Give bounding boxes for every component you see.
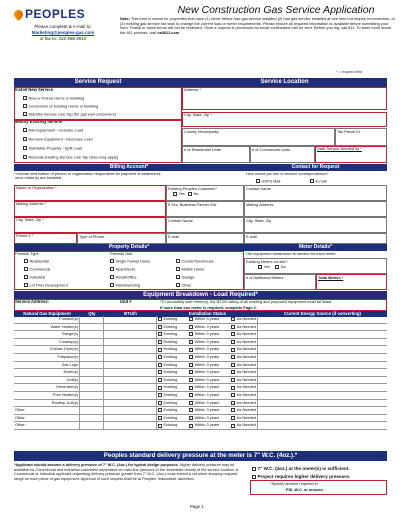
modify-option[interactable]: Remove Equipment - Decrease Load — [23, 137, 93, 142]
equipment-name: Other: — [14, 407, 80, 414]
status-needed[interactable]: As Needed — [231, 363, 256, 367]
btu-input[interactable] — [104, 384, 157, 391]
table-row — [14, 415, 387, 423]
flame-icon — [12, 8, 25, 21]
service-location-header: Service Location — [182, 78, 387, 87]
phone-label: Phone # * — [16, 233, 34, 238]
status-options — [157, 331, 258, 338]
modify-option[interactable]: Relocate Existing Service Line Tap (fees may apply) — [23, 155, 118, 160]
page-number: Page 1 — [190, 504, 204, 509]
tax-parcel-field[interactable]: Tax Parcel ID — [335, 128, 387, 146]
status-within[interactable]: Within 3 years — [189, 347, 219, 351]
table-row — [14, 400, 387, 408]
correspondence-question: How would you like to receive correspondence? — [246, 171, 329, 176]
qty-input[interactable] — [80, 316, 104, 323]
equipment-name: Fireplace(s) — [14, 354, 80, 361]
address-field[interactable] — [182, 87, 387, 110]
contact-mailing-field[interactable]: Mailing Address — [244, 201, 387, 217]
premise-use-option[interactable]: Garage — [176, 275, 194, 280]
pressure-sufficient-option[interactable]: 7" W.C. (4oz.) at the meter(s) is sufficient. — [252, 466, 350, 471]
qty-input[interactable] — [80, 400, 104, 407]
btu-input[interactable] — [104, 392, 157, 399]
qty-input[interactable] — [80, 415, 104, 422]
status-options — [157, 422, 258, 429]
equipment-name: Clothes Dryer(s) — [14, 346, 80, 353]
status-within[interactable]: Within 3 years — [189, 340, 219, 344]
premise-use-option[interactable]: Other — [176, 283, 191, 288]
accuracy-note: *To accurately size meter(s), the BTU/h rating of all existing and proposed equipment must be listed. — [160, 299, 333, 304]
energy-source-input[interactable] — [258, 324, 387, 331]
premise-type-option[interactable]: Commercial — [24, 267, 50, 272]
contact-header: Contact for Request — [244, 164, 387, 171]
form-title: New Construction Gas Service Application — [177, 4, 375, 16]
btu-input[interactable] — [104, 339, 157, 346]
table-row — [14, 377, 387, 385]
existing-meters-field[interactable] — [244, 258, 387, 274]
pressure-amount-field[interactable] — [250, 480, 387, 495]
table-row — [14, 324, 387, 332]
status-existing[interactable]: Existing — [158, 340, 177, 344]
qty-input[interactable] — [80, 354, 104, 361]
energy-source-input[interactable] — [258, 346, 387, 353]
btu-input[interactable] — [104, 422, 157, 429]
premise-type-label: Premise Type — [15, 251, 39, 256]
col-qty: Qty — [80, 311, 104, 317]
residential-units-field[interactable]: # of Residential Units — [182, 146, 250, 163]
col-status: Installation Status — [157, 311, 258, 317]
qty-input[interactable] — [80, 346, 104, 353]
status-needed[interactable]: As Needed — [231, 393, 256, 397]
qty-input[interactable] — [80, 331, 104, 338]
energy-source-input[interactable] — [258, 354, 387, 361]
billing-name-label: Name or Organization * — [16, 185, 57, 190]
energy-source-input[interactable] — [258, 407, 387, 414]
equipment-name: Gas Logs — [14, 362, 80, 369]
energy-source-input[interactable] — [258, 316, 387, 323]
qty-input[interactable] — [80, 324, 104, 331]
energy-source-input[interactable] — [258, 384, 387, 391]
status-within[interactable]: Within 3 years — [189, 385, 219, 389]
install-option[interactable]: Standby Service Line Tap (for gas well consumers) — [23, 112, 116, 117]
energy-source-input[interactable] — [258, 362, 387, 369]
install-option[interactable]: Conversion of Existing Home or Building — [23, 104, 98, 109]
equipment-name: Generator(s) — [14, 384, 80, 391]
btu-input[interactable] — [104, 407, 157, 414]
status-existing[interactable]: Existing — [158, 347, 177, 351]
premise-use-option[interactable]: Apartments — [110, 267, 135, 272]
status-needed[interactable]: As Needed — [231, 385, 256, 389]
premise-use-option[interactable]: Condo/Townhouse — [176, 259, 214, 264]
existing-yes[interactable]: Yes — [173, 191, 185, 196]
status-existing[interactable]: Existing — [158, 363, 177, 367]
city-field[interactable] — [182, 112, 387, 127]
install-required-box — [14, 87, 182, 120]
pressure-higher-option[interactable]: Project requires higher delivery pressure. — [252, 474, 350, 479]
status-options — [157, 415, 258, 422]
table-row — [14, 369, 387, 377]
btu-input[interactable] — [104, 400, 157, 407]
status-existing[interactable]: Existing — [158, 401, 177, 405]
btu-input[interactable] — [104, 316, 157, 323]
service-address-field[interactable] — [14, 299, 387, 311]
peoples-logo: PEOPLES — [14, 8, 85, 22]
meter-header: Meter Details* — [244, 244, 387, 251]
modify-option[interactable]: Subdivide Property - Split Load — [23, 146, 82, 151]
commercial-units-field[interactable]: # of Commercial Units — [250, 146, 315, 163]
table-row — [14, 422, 387, 430]
status-existing[interactable]: Existing — [158, 408, 177, 412]
status-needed[interactable]: As Needed — [231, 408, 256, 412]
status-needed[interactable]: As Needed — [231, 416, 256, 420]
status-existing[interactable]: Existing — [158, 325, 177, 329]
energy-source-input[interactable] — [258, 377, 387, 384]
status-needed[interactable]: As Needed — [231, 347, 256, 351]
energy-source-input[interactable] — [258, 400, 387, 407]
billing-note: *Include information of person or organization responsible for payment of statements once meter(s) are installed. — [15, 171, 161, 181]
equipment-name: Pool Heater(s) — [14, 392, 80, 399]
status-existing[interactable]: Existing — [158, 378, 177, 382]
equipment-name: Other: — [14, 422, 80, 429]
qty-input[interactable] — [80, 369, 104, 376]
premise-use-option[interactable]: Mobile Home — [176, 267, 204, 272]
status-within[interactable]: Within 3 years — [189, 408, 219, 412]
qty-input[interactable] — [80, 422, 104, 429]
col-equipment: Natural Gas Equipment — [14, 311, 80, 317]
contact-email-field[interactable]: E-mail — [244, 233, 387, 244]
qty-input[interactable] — [80, 339, 104, 346]
equipment-name: Boiler(s) — [14, 369, 80, 376]
unit-label: Unit # — [120, 299, 132, 304]
status-options — [157, 346, 258, 353]
status-options — [157, 362, 258, 369]
billing-city-label: City, State, Zip * — [16, 217, 44, 222]
btu-input[interactable] — [104, 346, 157, 353]
property-required-box — [14, 251, 244, 290]
status-options — [157, 392, 258, 399]
btu-input[interactable] — [104, 331, 157, 338]
status-needed[interactable]: As Needed — [231, 340, 256, 344]
pressure-note: *Applicant should assume a delivery pressure of 7" W.C. (4oz.) for typical design purposes. Higher delivery pressure may be available for Commercial and Industrial customers dependent on main line pressure in the immediate vicinity of the service location. A Commercial or Industrial applicant requesting delivery pressure greater than 7" W.C. (4oz.) must submit a cut sheet showing required range for each piece of gas equipment. Approval of such request shall be at Peoples' reasonable discretion. — [14, 463, 238, 482]
status-within[interactable]: Within 3 years — [189, 393, 219, 397]
status-options — [157, 339, 258, 346]
qty-input[interactable] — [80, 384, 104, 391]
premise-type-option[interactable]: Industrial — [24, 275, 45, 280]
qty-input[interactable] — [80, 407, 104, 414]
status-existing[interactable]: Existing — [158, 393, 177, 397]
date-needed-label: Date Service Needed by * — [317, 146, 362, 151]
qty-input[interactable] — [80, 392, 104, 399]
status-within[interactable]: Within 3 years — [189, 355, 219, 359]
status-needed[interactable]: As Needed — [231, 355, 256, 359]
more-meters-note: If more than one meter is required, complete Page 2. — [160, 305, 257, 310]
qty-input[interactable] — [80, 377, 104, 384]
status-options — [157, 369, 258, 376]
status-needed[interactable]: As Needed — [231, 325, 256, 329]
energy-source-input[interactable] — [258, 331, 387, 338]
equipment-name: Rooftop Unit(s) — [14, 400, 80, 407]
status-within[interactable]: Within 3 years — [189, 332, 219, 336]
table-row — [14, 354, 387, 362]
energy-source-input[interactable] — [258, 392, 387, 399]
energy-source-input[interactable] — [258, 339, 387, 346]
premise-use-option[interactable]: Retail/Office — [110, 275, 137, 280]
status-options — [157, 384, 258, 391]
billing-email-field[interactable]: E-mail — [166, 233, 244, 244]
existing-no[interactable]: No — [188, 191, 198, 196]
install-new-label: Install New Service — [15, 87, 53, 92]
premise-use-option[interactable]: Manufacturing — [110, 283, 140, 288]
existing-meters-label: Existing Meters on-site? — [246, 258, 288, 264]
table-row — [14, 362, 387, 370]
status-options — [157, 324, 258, 331]
fax-line: or fax to: 412-258-2910 — [39, 36, 87, 41]
modify-option[interactable]: Add Equipment - Increase Load — [23, 128, 83, 133]
billing-contact-field[interactable]: Contact Name — [166, 217, 244, 233]
btu-input[interactable] — [104, 324, 157, 331]
address-label: Address * — [184, 87, 201, 92]
existing-customer-label: Existing Peoples Customer? — [168, 185, 217, 191]
usps-option[interactable]: USPS Mail — [256, 179, 280, 184]
energy-source-input[interactable] — [258, 369, 387, 376]
status-needed[interactable]: As Needed — [231, 423, 256, 427]
city-label: City, State, Zip * — [184, 112, 212, 117]
status-needed[interactable]: As Needed — [231, 317, 256, 321]
modify-label: Modify Existing Service — [15, 119, 63, 124]
premise-use-label: Premise Use — [110, 251, 133, 256]
business-partner-field[interactable]: If Yes, Business Partner ID# — [166, 201, 244, 217]
status-existing[interactable]: Existing — [158, 385, 177, 389]
qty-input[interactable] — [80, 362, 104, 369]
table-row — [14, 407, 387, 415]
psi-label: PSI, W.C. or ounces: — [286, 487, 324, 492]
pressure-header: Peoples standard delivery pressure at the meter is 7" W.C. (4oz.).* — [14, 451, 387, 461]
service-address-label: Service Address: — [15, 299, 50, 304]
btu-input[interactable] — [104, 377, 157, 384]
status-existing[interactable]: Existing — [158, 355, 177, 359]
equipment-name: Grill(s) — [14, 377, 80, 384]
equipment-name: Other: — [14, 415, 80, 422]
table-row — [14, 339, 387, 347]
equipment-name: Water Heater(s) — [14, 324, 80, 331]
email-option[interactable]: E-mail — [310, 179, 327, 184]
status-needed[interactable]: As Needed — [231, 332, 256, 336]
energy-source-input[interactable] — [258, 422, 387, 429]
table-row — [14, 346, 387, 354]
col-btu: BTU/h — [104, 311, 157, 317]
total-meters-label: Total Meters * — [318, 275, 344, 280]
modify-required-box — [14, 120, 182, 163]
status-needed[interactable]: As Needed — [231, 378, 256, 382]
billing-mailing-label: Mailing Address * — [16, 201, 47, 206]
meters-no[interactable]: No — [275, 264, 285, 269]
status-existing[interactable]: Existing — [158, 317, 177, 321]
meters-yes[interactable]: Yes — [258, 264, 270, 269]
equipment-name: Range(s) — [14, 331, 80, 338]
table-row — [14, 316, 387, 324]
contact-instruction: Please complete & e-mail to: — [34, 24, 92, 29]
additional-meters-field[interactable]: # of Additional Meters — [244, 274, 316, 290]
install-option[interactable]: New or Future Home or Building — [23, 96, 84, 101]
status-options — [157, 400, 258, 407]
status-within[interactable]: Within 3 years — [189, 416, 219, 420]
premise-use-option[interactable]: Single Family Home — [110, 259, 150, 264]
billing-header: Billing Account* — [14, 164, 244, 171]
btu-input[interactable] — [104, 369, 157, 376]
status-existing[interactable]: Existing — [158, 423, 177, 427]
specify-label: *Specify amount required in — [270, 481, 318, 486]
required-legend: * = required field — [336, 70, 363, 74]
form-note: Note: This form is meant for properties that have (1) never before had gas service installed (2) had gas service installed at one time but require reconnection, or (3) existing gas service but wish to change the current load or meter requirements. Please ensure all required information is available before submitting your form. Partial or blank forms will not be reviewed. Once a request is processed an email confirmation will be sent. Before you dig, call 811. To learn more about the 811 process, visit call811.com — [120, 16, 396, 36]
contact-city-field[interactable]: City, State, Zip — [244, 217, 387, 233]
status-within[interactable]: Within 3 years — [189, 423, 219, 427]
equipment-name: Furnace(s) — [14, 316, 80, 323]
col-energy: Current Energy Source (if converting) — [258, 311, 387, 317]
table-row — [14, 384, 387, 392]
status-options — [157, 407, 258, 414]
email-link[interactable]: Marketing@peoples-gas.com — [31, 30, 95, 35]
energy-source-input[interactable] — [258, 415, 387, 422]
county-field[interactable]: County, Municipality — [182, 128, 335, 146]
property-header: Property Details* — [14, 244, 244, 251]
btu-input[interactable] — [104, 354, 157, 361]
btu-input[interactable] — [104, 415, 157, 422]
premise-type-option[interactable]: Lot Plan Development — [24, 283, 68, 288]
status-needed[interactable]: As Needed — [231, 370, 256, 374]
premise-type-option[interactable]: Residential — [24, 259, 49, 264]
contact-name-field[interactable]: Contact Name — [244, 185, 387, 201]
status-options — [157, 377, 258, 384]
phone-type-field[interactable]: Type of Phone — [77, 233, 166, 244]
status-within[interactable]: Within 3 years — [189, 401, 219, 405]
equipment-table — [14, 316, 387, 430]
status-options — [157, 316, 258, 323]
status-existing[interactable]: Existing — [158, 332, 177, 336]
status-within[interactable]: Within 3 years — [189, 325, 219, 329]
service-request-header: Service Request — [14, 78, 182, 87]
status-existing[interactable]: Existing — [158, 370, 177, 374]
equipment-header: Equipment Breakdown - Load Required* — [14, 291, 387, 299]
status-within[interactable]: Within 3 years — [189, 317, 219, 321]
equipment-name: Cooktop(s) — [14, 339, 80, 346]
status-existing[interactable]: Existing — [158, 416, 177, 420]
status-needed[interactable]: As Needed — [231, 401, 256, 405]
table-row — [14, 331, 387, 339]
status-within[interactable]: Within 3 years — [189, 378, 219, 382]
btu-input[interactable] — [104, 362, 157, 369]
meter-note: *An equipment breakdown is needed for each meter. — [246, 251, 337, 256]
status-options — [157, 354, 258, 361]
status-within[interactable]: Within 3 years — [189, 370, 219, 374]
status-within[interactable]: Within 3 years — [189, 363, 219, 367]
existing-customer-field[interactable] — [166, 185, 244, 201]
table-row — [14, 392, 387, 400]
